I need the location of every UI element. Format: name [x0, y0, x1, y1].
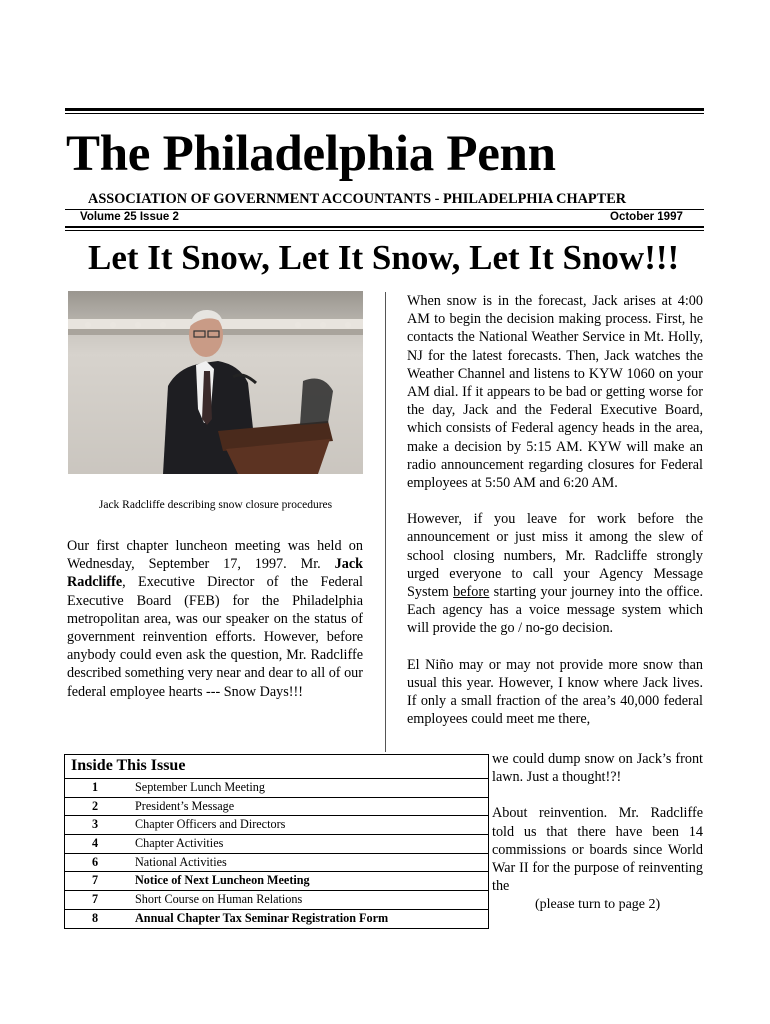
toc-label: September Lunch Meeting [135, 780, 265, 794]
right-paragraph-4: About reinvention. Mr. Radcliffe told us that there have been 14 commissions or boards since World War II for the purpose of reinventing the [492, 805, 703, 895]
toc-label: National Activities [135, 854, 227, 869]
volume-issue: Volume 25 Issue 2 [80, 211, 179, 223]
top-rule-thin [65, 113, 704, 114]
right-paragraph-3a: El Niño may or may not provide more snow than usual this year. However, I know where Jack lives. If only a small fraction of the area’s 40,000 federal employees could meet me there, [407, 656, 703, 728]
toc-page: 3 [91, 817, 99, 832]
left-column-text [67, 537, 363, 701]
toc-label: Short Course on Human Relations [135, 892, 303, 907]
speaker-name: Jack Radcliffe [67, 556, 363, 591]
speaker-photo [68, 291, 363, 474]
left-p1-text-b: , Executive Director of the Federal Executive Board (FEB) for the Philadelphia metropolitan area, was our speaker on the status of government reinvention efforts. However, before anybody could even ask the question, Mr. Radcliffe described something very near and dear to all of our federal employee hearts --- Snow Days!!! [67, 574, 363, 700]
toc-row [65, 834, 488, 853]
article-headline: Let It Snow, Let It Snow, Let It Snow!!! [88, 238, 680, 277]
photo-caption: Jack Radcliffe describing snow closure procedures [98, 499, 333, 511]
toc-row [65, 909, 488, 928]
right-paragraph-2 [407, 510, 703, 637]
toc-label: Chapter Officers and Directors [135, 817, 286, 832]
toc-label: Chapter Activities [135, 836, 224, 851]
toc-page: 1 [91, 780, 99, 794]
inside-this-issue-box [64, 754, 489, 929]
toc-label: President’s Message [135, 798, 235, 813]
toc-page: 7 [91, 892, 99, 907]
left-paragraph-1 [67, 537, 363, 701]
toc-page: 4 [91, 836, 99, 851]
emphasis-before: before [453, 584, 490, 601]
right-column-lower [492, 750, 703, 895]
toc-page: 6 [91, 854, 99, 869]
toc-page: 8 [91, 910, 99, 925]
right-column-text [407, 292, 703, 728]
organization-name: ASSOCIATION OF GOVERNMENT ACCOUNTANTS - PHILADELPHIA CHAPTER [88, 191, 627, 207]
right-p2-text-b: starting your journey into the office. Each agency has a voice message system which will provide the go / no-go decision. [407, 584, 703, 637]
issue-rule-thick [65, 226, 704, 228]
toc-row [65, 797, 488, 816]
column-divider [385, 292, 386, 752]
right-p2-text-a: However, if you leave for work before the announcement or just miss it among the slew of school closing numbers, Mr. Radcliffe strongly urged everyone to call your Agency Message System [407, 511, 703, 601]
issue-rule-top [65, 209, 704, 210]
toc-label: Notice of Next Luncheon Meeting [135, 873, 310, 888]
toc-page: 7 [91, 873, 99, 888]
toc-row [65, 778, 488, 797]
toc-row [65, 890, 488, 909]
continued-note: (please turn to page 2) [535, 897, 661, 912]
right-paragraph-1: When snow is in the forecast, Jack arises at 4:00 AM to begin the decision making process. First, he contacts the National Weather Service in Mt. Holly, NJ for the latest forecasts. Then, Jack watches the Weather Channel and listens to KYW 1060 on your AM dial. If it appears to be bad or getting worse for the day, Jack and the Federal Executive Board, which consists of Federal agency heads in the area, make a decision by 5:15 AM. KYW will make an radio announcement regarding closures for Federal employees at 5:50 AM and 6:20 AM. [407, 293, 703, 492]
right-paragraph-3b: we could dump snow on Jack’s front lawn. Just a thought!?! [492, 751, 703, 786]
left-p1-text-a: Our first chapter luncheon meeting was held on Wednesday, September 17, 1997. Mr. [67, 538, 363, 573]
issue-rule-thin [65, 230, 704, 231]
masthead-title: The Philadelphia Penn [66, 126, 556, 182]
toc-label: Annual Chapter Tax Seminar Registration Form [135, 910, 389, 925]
issue-date: October 1997 [610, 211, 683, 223]
toc-row [65, 871, 488, 890]
toc-title: Inside This Issue [71, 757, 186, 774]
top-rule-thick [65, 108, 704, 111]
toc-row [65, 853, 488, 872]
toc-row [65, 815, 488, 834]
toc-page: 2 [91, 798, 99, 813]
